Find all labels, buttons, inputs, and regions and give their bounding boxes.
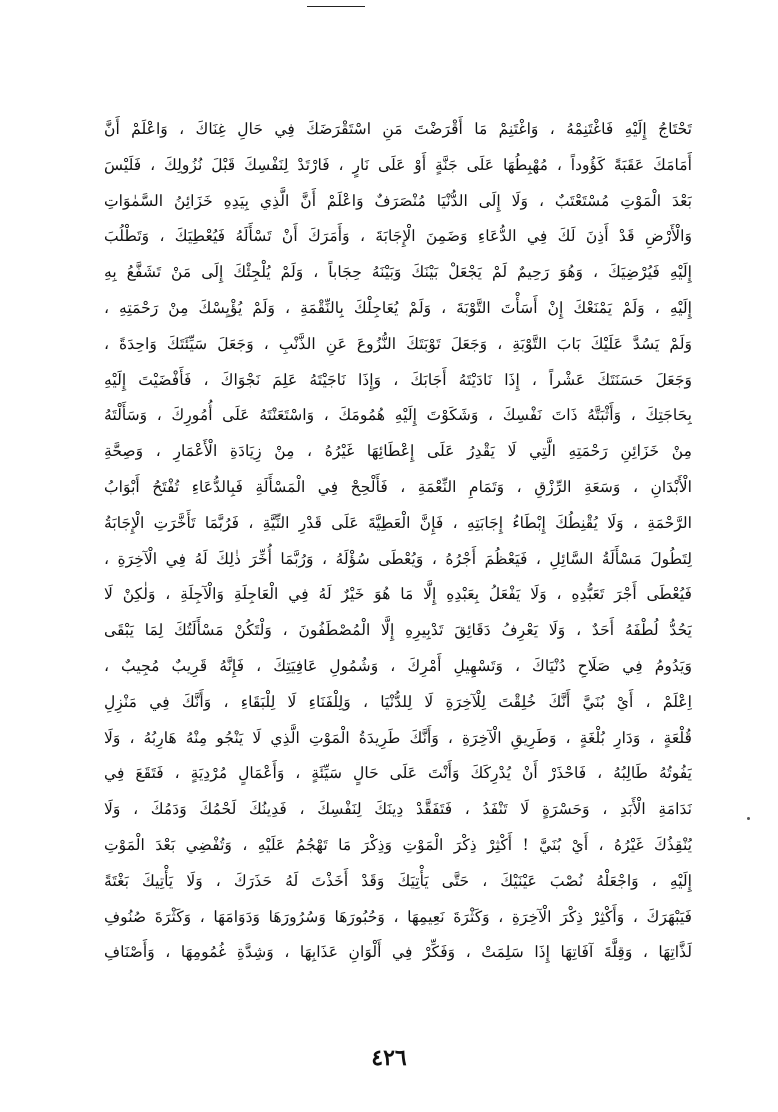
text-line: وَيَدُومُ فِي صَلَاحِ دُنْيَاكَ ، وَتَسْهِيلِ أَمْرِكَ ، وَشُمُولِ عَافِيَتِكَ ، فَإِنَّهُ قَرِيبٌ مُجِيبٌ ،: [104, 656, 692, 675]
text-line: الرَّحْمَةِ ، وَلَا يُقْنِطُكَ إِبْطَاءُ إِجَابَتِهِ ، فَإِنَّ الْعَطِيَّةَ عَلَى قَدْرِ النِّيَّةِ ، فَرُبَّمَا تَأَخَّرَتِ الْإِجَابَةُ: [104, 513, 692, 532]
text-line: بَعْدَ الْمَوْتِ مُسْتَعْتَبٌ ، وَلَا إِلَى الدُّنْيَا مُنْصَرَفٌ وَاعْلَمْ أَنَّ الَّذِي بِيَدِهِ خَزَائِنُ السَّمٰوَاتِ: [104, 191, 692, 210]
text-line: فَيُعْطَى أَجْرَ تَعَبُّدِهِ ، وَلَا يَفْعَلُ بِعَبْدِهِ إِلَّا مَا هُوَ خَيْرٌ لَهُ فِي الْعَاجِلَةِ وَالْآجِلَةِ ، وَلٰكِنْ لَا: [104, 585, 692, 604]
text-line: إِلَيْهِ فَيُرْضِيَكَ ، وَهُوَ رَحِيمٌ لَمْ يَجْعَلْ بَيْنَكَ وَبَيْنَهُ حِجَاباً ، وَلَمْ يُلْجِئْكَ إِلَى مَنْ تَشَفَّعُ بِهِ: [104, 263, 692, 282]
text-line: وَجَعَلَ حَسَنَتَكَ عَشْراً ، إِذَا نَادَيْتَهُ أَجَابَكَ ، وَإِذَا نَاجَيْتَهُ عَلِمَ نَجْوَاكَ ، فَأَفْضَيْتَ إِلَيْهِ: [104, 370, 692, 389]
text-line: يُنْقِذُكَ غَيْرُهُ ، أَيْ بُنَيَّ ! أَكْثِرْ ذِكْرَ الْمَوْتِ وَذِكْرَ مَا تَهْجُمُ عَلَيْهِ ، وَتُفْضِي بَعْدَ الْمَوْتِ: [104, 835, 692, 854]
text-line: قُلْعَةٍ ، وَدَارِ بُلْغَةٍ ، وَطَرِيقِ الْآخِرَةِ ، وَأَنَّكَ طَرِيدَةُ الْمَوْتِ الَّذِي لَا يَنْجُو مِنْهُ هَارِبُهُ ، وَلَا: [104, 728, 692, 747]
text-line: اِعْلَمْ ، أَيْ بُنَيَّ أَنَّكَ خُلِقْتَ لِلْآخِرَةِ لَا لِلدُّنْيَا ، وَلِلْفَنَاءِ لَا لِلْبَقَاءِ ، وَأَنَّكَ فِي مَنْزِلِ: [104, 692, 692, 711]
page-number: ٤٢٦: [371, 1045, 407, 1071]
text-line: وَلَمْ يَسُدَّ عَلَيْكَ بَابَ التَّوْبَةِ ، وَجَعَلَ تَوْبَتَكَ النُّزُوعَ عَنِ الذَّنْبِ ، وَجَعَلَ سَيِّئَتَكَ وَاحِدَةً ،: [104, 334, 692, 353]
margin-mark: [747, 817, 750, 820]
text-line: وَالْأَرْضِ قَدْ أَذِنَ لَكَ فِي الدُّعَاءِ وَضَمِنَ الْإِجَابَةَ ، وَأَمَرَكَ أَنْ تَسْأَلَهُ فَيُعْطِيَكَ ، وَتَطْلُبَ: [104, 227, 692, 246]
text-line: إِلَيْهِ ، وَاجْعَلْهُ نُصْبَ عَيْنَيْكَ ، حَتَّى يَأْتِيَكَ وَقَدْ أَخَذْتَ لَهُ حَذَرَكَ ، وَلَا يَأْتِيكَ بَغْتَةً: [104, 871, 692, 890]
text-line: نَدَامَةِ الْأَبَدِ ، وَحَسْرَةٍ لَا تَنْفَدُ ، فَتَفَقَّدْ دِينَكَ لِنَفْسِكَ ، فَدِينُكَ لَحْمُكَ وَدَمُكَ ، وَلَا: [104, 800, 692, 819]
text-line: أَمَامَكَ عَقَبَةً كَؤُوداً ، مُهْبِطُهَا عَلَى جَنَّةٍ أَوْ عَلَى نَارٍ ، فَارْتَدْ لِنَفْسِكَ قَبْلَ نُزُولِكَ ، فَلَيْسَ: [104, 155, 692, 174]
text-line: بِحَاجَتِكَ ، وَأَثْبَتَّهُ ذَاتَ نَفْسِكَ ، وَشَكَوْتَ إِلَيْهِ هُمُومَكَ ، وَاسْتَعَنْتَهُ عَلَى أُمُورِكَ ، وَسَأَلْتَهُ: [104, 406, 692, 425]
text-line: فَيَبْهَرَكَ ، وَأَكْثِرْ ذِكْرَ الْآخِرَةِ ، وَكَثْرَةَ نَعِيمِهَا ، وَحُبُورَهَا وَسُرُورَهَا وَدَوَامَهَا ، وَكَثْرَةَ صُنُوفِ: [104, 907, 692, 926]
page-body-text: [104, 112, 692, 972]
text-line: يَحُدُّ لُطْفَهُ أَحَدٌ ، وَلَا يَعْرِفُ دَقَائِقَ تَدْبِيرِهِ إِلَّا الْمُصْطَفُونَ ، وَلْتَكُنْ مَسْأَلَتُكَ لِمَا يَبْقَى: [104, 621, 692, 640]
text-line: الْأَبْدَانِ ، وَسَعَةِ الرِّزْقِ ، وَتَمَامِ النِّعْمَةِ ، فَأَلْحِحْ فِي الْمَسْأَلَةِ فَبِالدُّعَاءِ تُفْتَحُ أَبْوَابُ: [104, 477, 692, 496]
text-line: يَفُوتُهُ طَالِبُهُ ، فَاحْذَرْ أَنْ يُدْرِكَكَ وَأَنْتَ عَلَى حَالٍ سَيِّئَةٍ ، وَأَعْمَالٍ مُرْدِيَةٍ ، فَتَقَعَ فِي: [104, 764, 692, 783]
text-line: تَحْتَاجُ إِلَيْهِ فَاغْتَنِمْهُ ، وَاغْتَنِمْ مَا أَقْرَضْتَ مَنِ اسْتَقْرَضَكَ فِي حَالِ غِنَاكَ ، وَاعْلَمْ أَنَّ: [104, 120, 692, 138]
text-line: إِلَيْهِ ، وَلَمْ يَمْنَعْكَ إِنْ أَسَأْتَ التَّوْبَةَ ، وَلَمْ يُعَاجِلْكَ بِالنِّقْمَةِ ، وَلَمْ يُؤْيِسْكَ مِنْ رَحْمَتِهِ ،: [104, 298, 692, 317]
text-line: لَذَّاتِهَا ، وَقِلَّةَ آفَاتِهَا إِذَا سَلِمَتْ ، وَفَكِّرْ فِي أَلْوَانِ عَذَابِهَا ، وَشِدَّةِ غُمُومِهَا ، وَأَصْنَافِ: [104, 943, 692, 962]
text-line: لِتَطُولَ مَسْأَلَةُ السَّائِلِ ، فَيَعْظُمَ أَجْرُهُ ، وَيُعْطَى سُؤْلَهُ ، وَرُبَّمَا أُخِّرَ ذٰلِكَ لَهُ فِي الْآخِرَةِ ،: [104, 549, 692, 568]
top-rule: [307, 6, 365, 7]
text-line: مِنْ خَزَائِنِ رَحْمَتِهِ الَّتِي لَا يَقْدِرُ عَلَى إِعْطَائِهَا غَيْرُهُ ، مِنْ زِيَادَةِ الْأَعْمَارِ ، وَصِحَّةِ: [104, 442, 692, 461]
